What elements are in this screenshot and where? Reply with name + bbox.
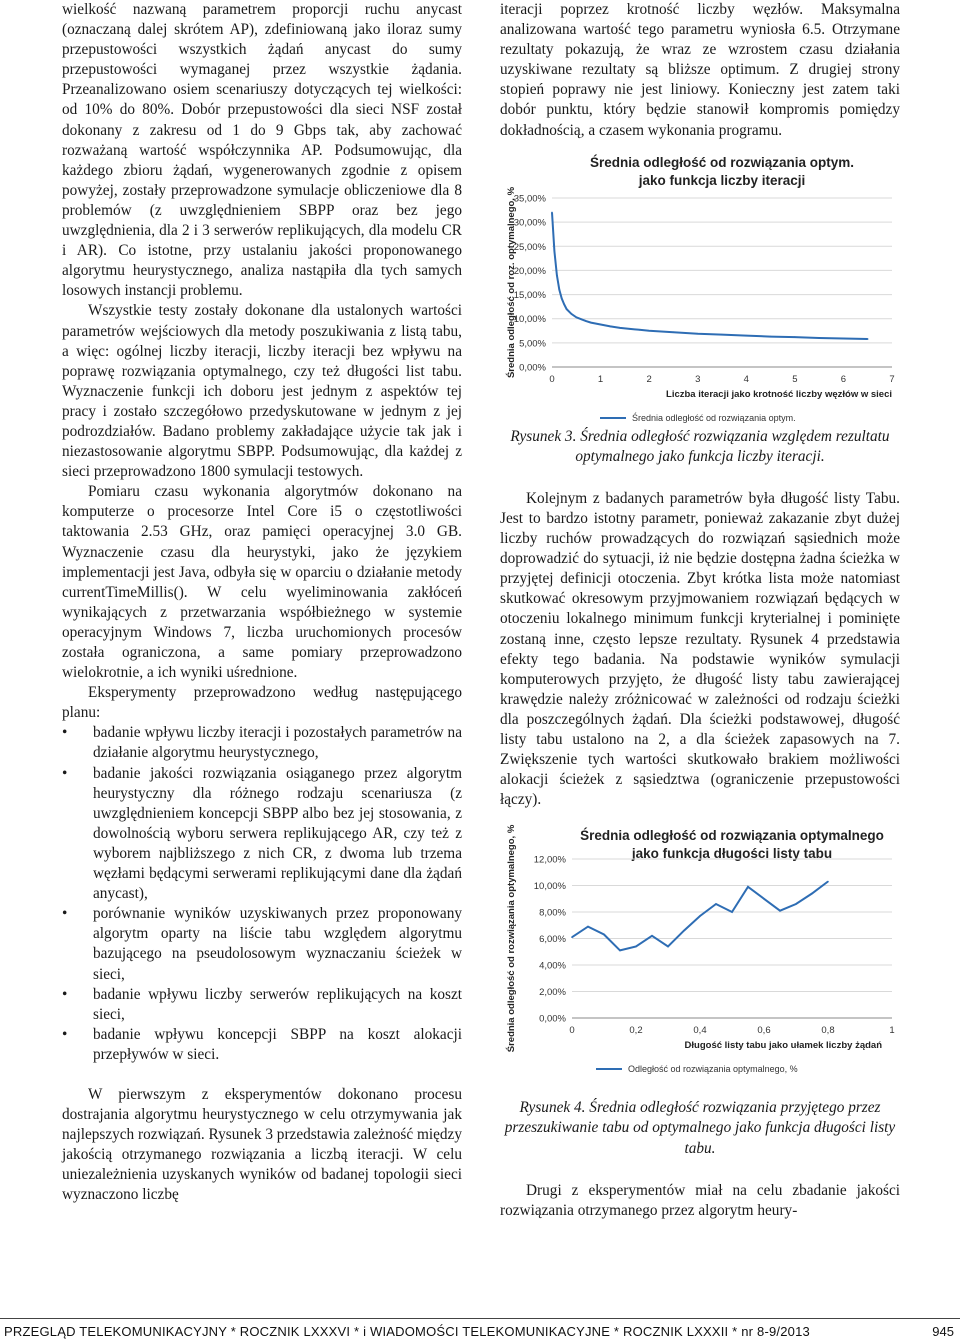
y-axis-label: Średnia odległość od rozwiązania optymalnego, % [506,825,517,1053]
list-item: • badanie wpływu liczby iteracji i pozostałych parametrów na działanie algorytmu heurystycznego, [62,723,462,763]
figure-3-svg [500,141,900,431]
y-tick-label: 0,00% [539,1013,566,1025]
chart-title: jako funkcja liczby iteracji [638,172,806,188]
y-tick-label: 2,00% [539,987,566,999]
data-point [635,946,637,948]
x-tick-label: 0,2 [629,1025,643,1037]
list-item: • porównanie wyników uzyskiwanych przez proponowany algorytm oparty na liście tabu względem algorytmu bazującego na pseudolosowym wyznaczaniu ścieżek w sieci, [62,904,462,984]
x-tick-label: 0 [569,1025,575,1037]
left-paragraph-5: W pierwszym z eksperymentów dokonano procesu dostrajania algorytmu heurystycznego w celu otrzymywania jak najlepszych rozwiązań. Rysunek 3 przedstawia zależność między jakością otrzymanego rozwiązania a liczbą iteracji. W celu uniezależnienia uzyskanych wyników od badanej topologii sieci wyznaczono liczbę [62,1085,462,1204]
data-point [580,318,582,320]
data-point [745,334,747,336]
y-tick-label: 12,00% [533,854,566,866]
data-point [683,930,685,932]
x-tick-label: 3 [695,373,701,385]
data-point [590,321,592,323]
y-tick-label: 10,00% [533,881,566,893]
x-tick-label: 2 [646,373,652,385]
data-point [619,327,621,329]
right-paragraph-3: Drugi z eksperymentów miał na celu zbadanie jakości rozwiązania otrzymanego przez algorytm heury- [500,1181,900,1219]
footer-divider [0,1318,960,1319]
data-point [779,910,781,912]
data-point [629,328,631,330]
data-point [558,289,560,291]
x-tick-label: 1 [597,373,604,385]
data-point [715,904,717,906]
data-point [651,935,653,937]
chart-title: Średnia odległość od rozwiązania optymalnego [580,828,884,844]
x-tick-label: 0,6 [757,1025,771,1037]
left-paragraph-1: wielkość nazwaną parametrem proporcji ruchu anycast (oznaczaną dalej skrótem AP), zdefiniowaną jako iloraz sumy przepustowości wszystkich żądań anycast do sumy przepustowości wymaganej przez wszystkie żądania. Przeanalizowano osiem scenariuszy dotyczących tej wielkości: od 10% do 80%. Dobór przepustowości dla sieci NSF został dokonany z zakresu od 1 do 9 Gbps tak, aby zachować rozważaną wartość współczynnika AP. Podsumowując, dla każdego zbioru żądań, wygenerowanych zgodnie z opisem powyżej, zostały przeprowadzone symulacje obliczeniowe dla 8 problemów (z uwzględnieniem SBPP oraz bez jego uwzględnienia, dla 2 i 3 serwerów replikujących, dla modelu CR i AR). Co istotne, przy ustalaniu jakości proponowanego algorytmu heurystycznego, analiza nastąpiła dla tych samych losowych instancji problemu. [62,1,462,300]
left-paragraph-4: Eksperymenty przeprowadzono według następującego planu: [62,684,462,722]
data-point [867,338,869,340]
x-axis-label: Długość listy tabu jako ułamek liczby żądań [684,1040,882,1052]
y-tick-label: 0,00% [519,362,546,374]
legend-label: Średnia odległość od rozwiązania optym. [632,412,796,423]
list-item: • badanie jakości rozwiązania osiąganego przez algorytm heurystyczny dla różnego rodzaju scenariusza (z uwzględnieniem koncepcji SBPP albo bez jej stosowania, z dowolnością wyboru serwera replikującego AR, czy też z wyborem najbliższego z nich CR, z dwoma lub trzema węzłami będącymi serwerami replikującymi dane dla żądań anycast), [62,764,462,905]
data-point [609,325,611,327]
page-number: 945 [932,1324,954,1339]
y-tick-label: 10,00% [513,313,546,325]
data-point [699,916,701,918]
data-point [571,313,573,315]
data-point [811,893,813,895]
x-tick-label: 0 [549,373,555,385]
figure-3-chart [500,141,900,431]
data-point [551,211,553,213]
left-column [62,0,462,1206]
data-point [571,937,573,939]
x-tick-label: 7 [889,373,895,385]
y-tick-label: 5,00% [519,338,546,350]
data-point [667,946,669,948]
data-point [587,926,589,928]
series-line [552,212,868,339]
data-point [619,950,621,952]
data-point [697,333,699,335]
x-tick-label: 0,8 [821,1025,835,1037]
data-point [575,316,577,318]
data-point [763,898,765,900]
y-tick-label: 8,00% [539,907,566,919]
y-tick-label: 4,00% [539,960,566,972]
data-point [827,881,829,883]
figure-4-caption: Rysunek 4. Średnia odległość rozwiązania przyjętego przez przeszukiwanie tabu od optymalnego jako funkcja długości listy tabu. [504,1099,896,1157]
list-item: • badanie wpływu koncepcji SBPP na koszt alokacji przepływów w sieci. [62,1025,462,1065]
y-tick-label: 6,00% [539,934,566,946]
data-point [554,250,556,252]
y-tick-label: 25,00% [513,241,546,253]
chart-title: Średnia odległość od rozwiązania optym. [589,154,855,170]
x-tick-label: 0,4 [693,1025,707,1037]
data-point [794,336,796,338]
data-point [648,330,650,332]
left-paragraph-2: Wszystkie testy zostały dokonane dla ustalonych wartości parametrów wejściowych dla metody poszukiwania z listą tabu, a więc: ogólnej liczby iteracji, liczby iteracji bez wpływu na poprawę rozwiązania optymalnego, czy też długości list tabu. Wyznaczenie funkcji ich doboru jest jednym z aspektów tej pracy i zostało szczegółowo przedyskutowane w jednym z jej podrozdziałów. Badano problemy zakładające użycie tak jak i niezastosowanie algorytmu SBPP. Podsumowując, dla każdej z sieci przeprowadzono 1800 symulacji testowych. [62,302,462,481]
y-tick-label: 20,00% [513,265,546,277]
y-tick-label: 35,00% [513,193,546,205]
chart-title: jako funkcja długości listy tabu [631,846,833,862]
data-point [585,320,587,322]
x-tick-label: 5 [792,373,798,385]
data-point [600,323,602,325]
data-point [795,904,797,906]
data-point [843,337,845,339]
data-point [563,303,565,305]
x-tick-label: 1 [889,1025,895,1037]
data-point [731,912,733,914]
figure-3-caption: Rysunek 3. Średnia odległość rozwiązania względem rezultatu optymalnego jako funkcja liczby iteracji. [510,427,890,465]
data-point [603,934,605,936]
x-tick-label: 4 [743,373,749,385]
data-point [673,331,675,333]
figure-4-chart [500,822,900,1092]
right-paragraph-1: iteracji poprzez krotność liczby węzłów. Maksymalna analizowana wartość tego parametru wyniosła 6.5. Otrzymane rezultaty pokazują, że wraz ze wzrostem czasu działania uzyskiwane rezultaty są bliższe optimum. Z drugiej strony stopień poprawy nie jest liniowy. Konieczny jest zatem taki dobór punktu, który będzie stanowił kompromis pomiędzy dokładnością, a czasem wykonania programu. [500,1,900,139]
y-axis-label: Średnia odległość od roz. optymalnego, % [506,186,517,378]
journal-footer: PRZEGLĄD TELEKOMUNIKACYJNY * ROCZNIK LXXXVI * i WIADOMOŚCI TELEKOMUNIKACYJNE * ROCZNIK LXXXII * nr 8-9/2013 [4,1324,810,1339]
left-paragraph-3: Pomiaru czasu wykonania algorytmów dokonano na komputerze o procesorze Intel Core i5 o częstotliwości taktowania 2.53 GHz, oraz pamięci operacyjnej 3.0 GB. Wyznaczenie czasu dla heurystyki, jako że językiem implementacji jest Java, odbyła się w oparciu o działanie metody currentTimeMillis(). W celu wyeliminowania zakłóceń wynikających z przetwarzania współbieżnego w systemie operacyjnym Windows 7, liczba uruchomionych procesów została ograniczona, a same pomiary przeprowadzono wielokrotnie, a ich wyniki uśrednione. [62,483,462,682]
right-column [500,0,900,1221]
data-point [721,334,723,336]
data-point [561,297,563,299]
legend-label: Odległość od rozwiązania optymalnego, % [628,1064,798,1075]
spacer [62,1065,462,1085]
figure-4-svg [500,822,900,1092]
list-item: • badanie wpływu liczby serwerów replikujących na koszt sieci, [62,985,462,1025]
x-axis-label: Liczba iteracji jako krotność liczby węzłów w sieci [666,388,892,400]
data-point [639,329,641,331]
experiment-plan-list [62,723,462,1065]
data-point [818,337,820,339]
data-point [566,308,568,310]
y-tick-label: 30,00% [513,217,546,229]
y-tick-label: 15,00% [513,289,546,301]
data-point [747,886,749,888]
data-point [556,274,558,276]
x-tick-label: 6 [840,373,847,385]
right-paragraph-2: Kolejnym z badanych parametrów była długość listy Tabu. Jest to bardzo istotny parametr, ponieważ zakazanie zbyt dużej liczby ruchów prowadzących do rozwiązań sąsiednich może doprowadzić do sytuacji, iż nie będzie dostępna żadna ścieżka w przyjętej definicji otoczenia. Zbyt krótka lista może natomiast skutkować okresowym przyjmowaniem rozwiązań będących w otoczeniu lokalnego minimum funkcji kryterialnej i pominięte zostaną inne, często lepsze rezultaty. Rysunek 4 przedstawia efekty tego badania. Na podstawie wyników symulacji komputerowych przyjęto, że długość listy tabu zawierającej krawędzie należy zróżnicować w zależności od rodzaju ścieżki dla poszczególnych żądań. Dla ścieżki podstawowej, długość listy tabu ustalono na 2, a dla ścieżek zapasowych na 7. Zwiększenie tych wartości skutkowało brakiem możliwości alokacji ścieżek z sąsiedztwa (ograniczenie przepustowości łączy). [500,489,900,809]
data-point [770,335,772,337]
